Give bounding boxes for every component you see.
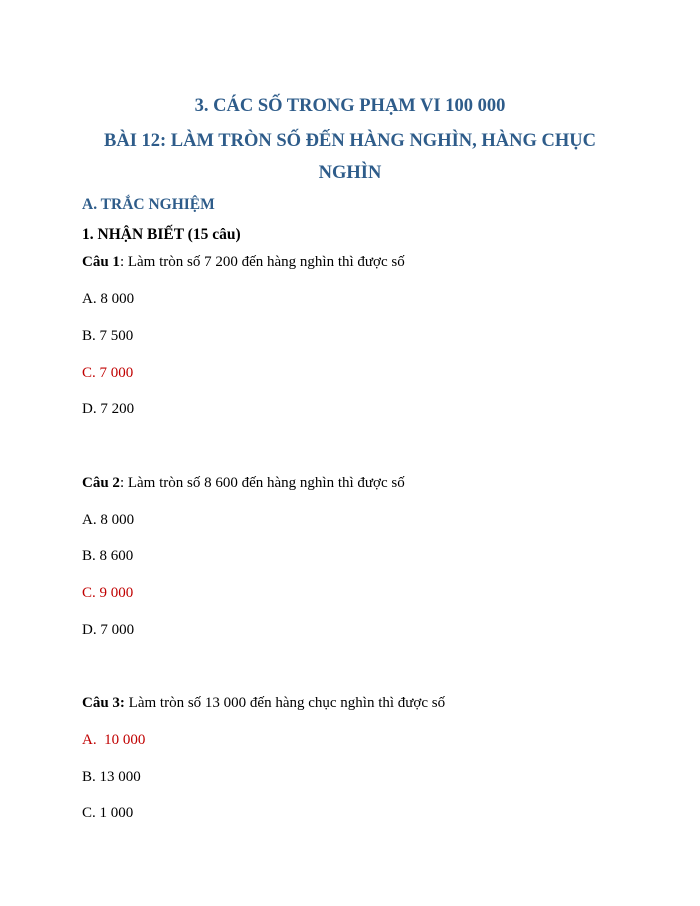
question-1-option-b: B. 7 500 [82,328,134,344]
question-3-text: Làm tròn số 13 000 đến hàng chục nghìn thì được số [128,695,446,711]
question-1-option-c-correct: C. 7 000 [82,365,134,381]
question-2-option-c-correct: C. 9 000 [82,585,134,601]
question-1-separator: : [119,254,128,270]
lesson-title-line1: BÀI 12: LÀM TRÒN SỐ ĐẾN HÀNG NGHÌN, HÀNG CHỤC [104,131,596,151]
question-2-separator: : [119,475,128,491]
question-2-option-b: B. 8 600 [82,548,134,564]
question-3-option-a-correct: A. 10 000 [82,732,146,748]
lesson-title-line2: NGHÌN [318,163,382,183]
question-2-option-d: D. 7 000 [82,622,135,638]
question-3-label: Câu 3: [82,695,125,711]
chapter-title: 3. CÁC SỐ TRONG PHẠM VI 100 000 [194,96,506,116]
question-2-option-a: A. 8 000 [82,512,135,528]
question-1 [82,254,405,271]
subsection-title: 1. NHẬN BIẾT (15 câu) [82,226,241,243]
question-1-option-d: D. 7 200 [82,401,135,417]
question-3-option-c: C. 1 000 [82,805,134,821]
question-2 [82,475,405,492]
section-title: A. TRẮC NGHIỆM [82,196,215,213]
question-1-text: Làm tròn số 7 200 đến hàng nghìn thì được số [127,254,405,270]
question-1-option-a: A. 8 000 [82,291,135,307]
question-2-label: Câu 2 [82,475,120,491]
question-1-label: Câu 1 [82,254,120,270]
question-3 [82,695,445,712]
question-2-text: Làm tròn số 8 600 đến hàng nghìn thì được số [127,475,405,491]
question-3-option-b: B. 13 000 [82,769,141,785]
